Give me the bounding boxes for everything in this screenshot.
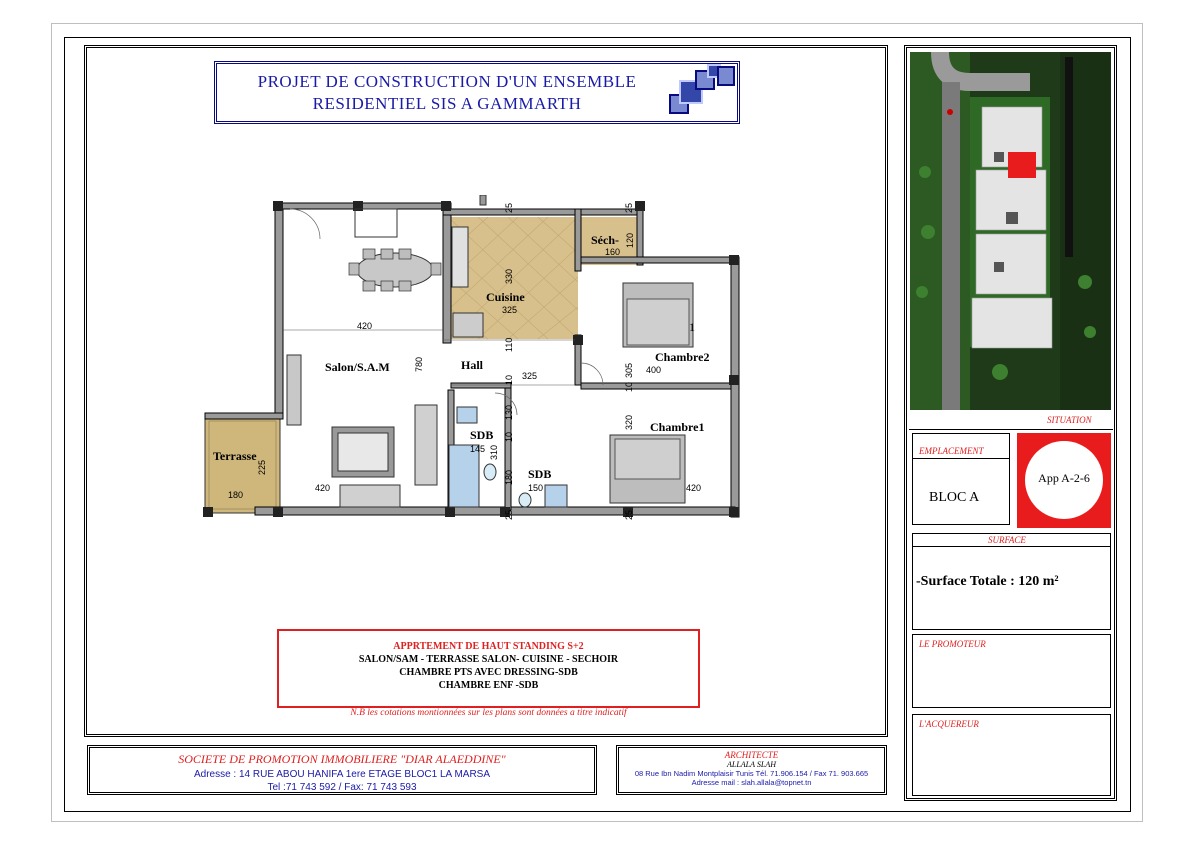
acquereur-label: L'ACQUEREUR: [919, 719, 979, 729]
architect-title: ARCHITECTE: [724, 750, 779, 760]
dim-terrasse-height: 225: [257, 459, 267, 475]
emplacement-cell: [912, 433, 1010, 525]
dim-ch1-height: 320: [624, 414, 634, 430]
dim-sdb2-width: 150: [528, 483, 544, 493]
room-terrasse: Terrasse: [213, 449, 257, 463]
program-line2: CHAMBRE PTS AVEC DRESSING-SDB: [399, 667, 578, 678]
dim-cuisine-width: 325: [502, 305, 518, 315]
company-phone: Tel :71 743 592 / Fax: 71 743 593: [267, 782, 417, 793]
dim-hall-width: 325: [522, 371, 538, 381]
surface-cell: [912, 533, 1111, 630]
situation-label: SITUATION: [1047, 415, 1092, 425]
dim-wall-d: 25: [624, 509, 634, 520]
dim-sdb2-height: 180: [504, 469, 514, 485]
dim-ch1-width: 420: [686, 483, 702, 493]
project-title-box: [214, 61, 740, 124]
surface-value: -Surface Totale : 120 m²: [916, 574, 1059, 589]
dim-hall-height-1: 110: [504, 337, 514, 352]
dim-sech-height: 120: [625, 232, 635, 248]
architect-mail[interactable]: slah.allala@topnet.tn: [741, 778, 812, 787]
promoteur-cell: [912, 634, 1111, 708]
app-cell: [1017, 433, 1111, 528]
dim-salon-height: 780: [414, 356, 424, 372]
program-line3: CHAMBRE ENF -SDB: [438, 680, 539, 691]
program-line1: SALON/SAM - TERRASSE SALON- CUISINE - SECHOIR: [358, 654, 619, 665]
architect-box: [616, 745, 887, 795]
architect-name: ALLALA SLAH: [727, 760, 776, 769]
dim-ch2-width: 400: [646, 365, 662, 375]
program-box: [277, 629, 700, 708]
dim-salon-width: 420: [357, 321, 373, 331]
surface-label: SURFACE: [988, 535, 1026, 545]
dim-ch2-height: 305: [624, 362, 634, 378]
dim-ch2-height-2: 10: [624, 381, 634, 392]
situation-aerial-image: [910, 52, 1111, 410]
program-heading: APPRTEMENT DE HAUT STANDING S+2: [393, 641, 584, 652]
room-hall: Hall: [461, 358, 484, 372]
project-title-line1: PROJET DE CONSTRUCTION D'UN ENSEMBLE: [257, 72, 637, 91]
bloc-value: BLOC A: [929, 490, 980, 505]
room-chambre1: Chambre1: [650, 420, 705, 434]
dim-wall-c: 25: [504, 509, 514, 520]
dim-sdb1-height-2: 10: [504, 431, 514, 442]
dim-hall-height-2: 10: [504, 374, 514, 385]
app-number: App A-2-6: [1038, 471, 1090, 485]
room-sdb2: SDB: [528, 467, 552, 481]
company-address: Adresse : 14 RUE ABOU HANIFA 1ere ETAGE BLOC1 LA MARSA: [193, 769, 491, 780]
company-box: [87, 745, 597, 795]
dimension-note: N.B les cotations montionnées sur les plans sont données a titre indicatif: [350, 708, 627, 718]
room-chambre2: Chambre2: [655, 350, 710, 364]
emplacement-label: EMPLACEMENT: [919, 446, 984, 456]
room-salon: Salon/S.A.M: [325, 360, 390, 374]
project-title-line2: RESIDENTIEL SIS A GAMMARTH: [312, 94, 582, 113]
dim-sdb2-height-2: 130: [504, 404, 514, 420]
dim-terrasse-width: 180: [228, 490, 244, 500]
dim-sdb1-height: 310: [489, 444, 499, 460]
room-cuisine: Cuisine: [486, 290, 525, 304]
dim-sech-width: 160: [605, 247, 621, 257]
dim-wall-a: 25: [504, 202, 514, 213]
architect-mail-label: Adresse mail :: [691, 778, 740, 787]
room-sechoir: Séch-: [591, 233, 619, 247]
company-name: SOCIETE DE PROMOTION IMMOBILIERE "DIAR ALAEDDINE": [178, 752, 506, 766]
room-sdb1: SDB: [470, 428, 494, 442]
dim-cuisine-height: 330: [504, 268, 514, 284]
chambre2-marker: 1: [689, 320, 695, 334]
acquereur-cell: [912, 714, 1111, 796]
dim-sdb1-width: 145: [470, 444, 486, 454]
dim-wall-b: 25: [624, 202, 634, 213]
promoteur-label: LE PROMOTEUR: [919, 639, 986, 649]
dim-salon-width-2: 420: [315, 483, 331, 493]
title-block-sidebar: [904, 45, 1117, 801]
architect-address: 08 Rue Ibn Nadim Montplaisir Tunis Tél. 71.906.154 / Fax 71. 903.665: [634, 769, 869, 778]
